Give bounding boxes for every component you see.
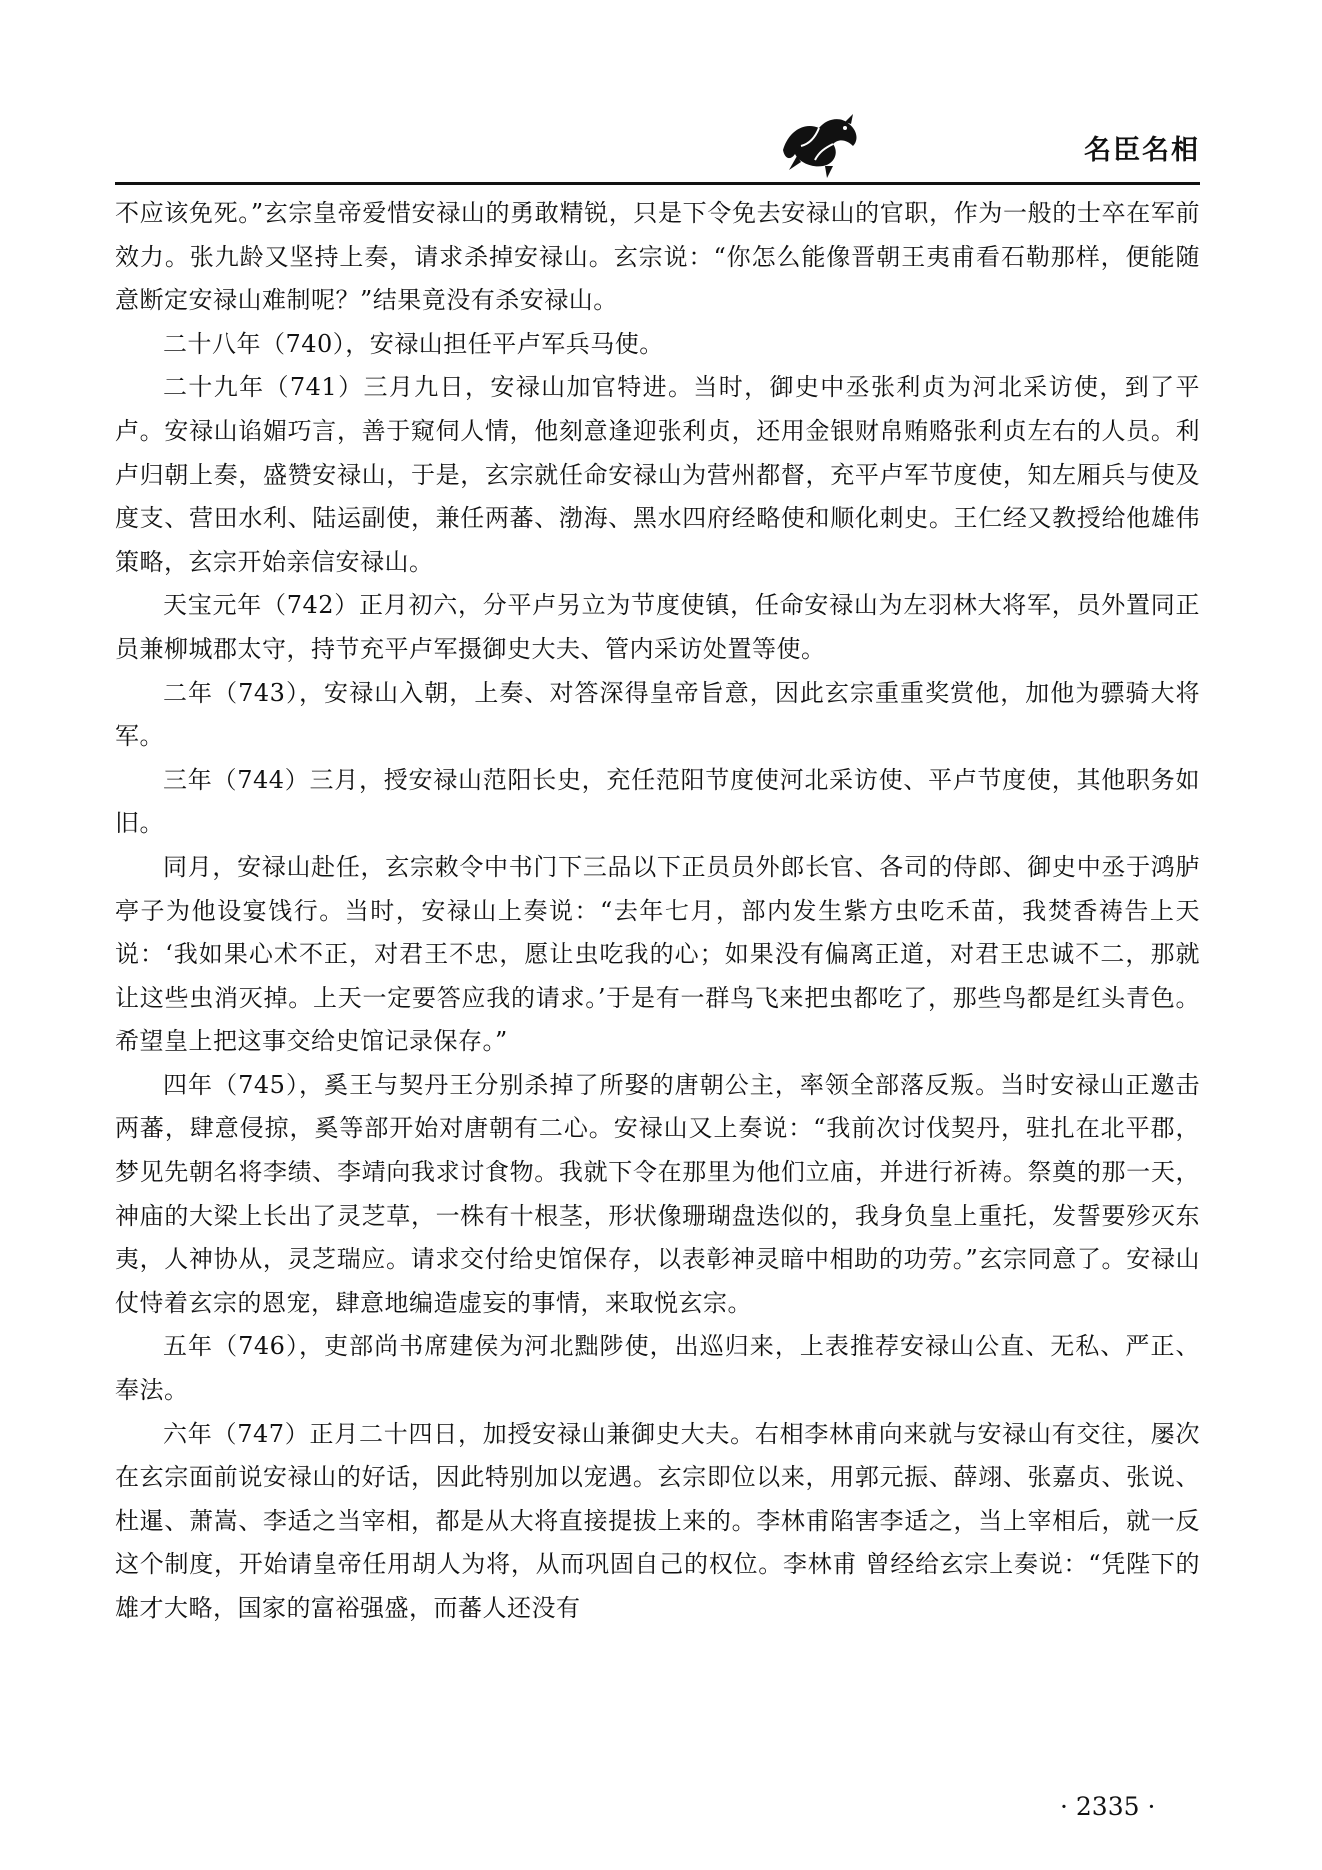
paragraph: 同月，安禄山赴任，玄宗敕令中书门下三品以下正员员外郎长官、各司的侍郎、御史中丞于鸿胪亭子为他设宴饯行。当时，安禄山上奏说：“去年七月，部内发生紫方虫吃禾苗，我焚香祷告上天说：‘我如果心术不正，对君王不忠，愿让虫吃我的心；如果没有偏离正道，对君王忠诚不二，那就让这些虫消灭掉。上天一定要答应我的请求。’于是有一群鸟飞来把虫都吃了，那些鸟都是红头青色。希望皇上把这事交给史馆记录保存。” — [115, 852, 1200, 1056]
body-text — [115, 192, 1200, 1631]
section-title: 名臣名相 — [1084, 135, 1200, 166]
page-number: · 2335 · — [1060, 1792, 1156, 1821]
dragon-emblem-icon — [775, 110, 863, 180]
page-header — [115, 100, 1200, 190]
paragraph: 三年（744）三月，授安禄山范阳长史，充任范阳节度使河北采访使、平卢节度使，其他职务如旧。 — [115, 765, 1200, 838]
paragraph: 五年（746），吏部尚书席建侯为河北黜陟使，出巡归来，上表推荐安禄山公直、无私、严正、奉法。 — [115, 1332, 1200, 1405]
paragraph: 二十八年（740），安禄山担任平卢军兵马使。 — [163, 329, 664, 358]
paragraph: 天宝元年（742）正月初六，分平卢另立为节度使镇，任命安禄山为左羽林大将军，员外置同正员兼柳城郡太守，持节充平卢军摄御史大夫、管内采访处置等使。 — [115, 591, 1200, 663]
paragraph: 二年（743），安禄山入朝，上奏、对答深得皇帝旨意，因此玄宗重重奖赏他，加他为骠骑大将军。 — [115, 678, 1200, 751]
paragraph: 六年（747）正月二十四日，加授安禄山兼御史大夫。右相李林甫向来就与安禄山有交往，屡次在玄宗面前说安禄山的好话，因此特别加以宠遇。玄宗即位以来，用郭元振、薛翊、张嘉贞、张说、杜暹、萧嵩、李适之当宰相，都是从大将直接提拔上来的。李林甫陷害李适之，当上宰相后，就一反这个制度，开始请皇帝任用胡人为将，从而巩固自己的权位。李林甫 曾经给玄宗上奏说：“凭陛下的雄才大略，国家的富裕强盛，而蕃人还没有 — [115, 1419, 1200, 1622]
paragraph: 二十九年（741）三月九日，安禄山加官特进。当时，御史中丞张利贞为河北采访使，到了平卢。安禄山谄媚巧言，善于窥伺人情，他刻意逢迎张利贞，还用金银财帛贿赂张利贞左右的人员。利卢归朝上奏，盛赞安禄山，于是，玄宗就任命安禄山为营州都督，充平卢军节度使，知左厢兵与使及度支、营田水利、陆运副使，兼任两蕃、渤海、黑水四府经略使和顺化刺史。王仁经又教授给他雄伟策略，玄宗开始亲信安禄山。 — [115, 373, 1200, 576]
header-rule — [115, 182, 1200, 185]
paragraph: 不应该免死。”玄宗皇帝爱惜安禄山的勇敢精锐，只是下令免去安禄山的官职，作为一般的士卒在军前效力。张九龄又坚持上奏，请求杀掉安禄山。玄宗说：“你怎么能像晋朝王夷甫看石勒那样，便能随意断定安禄山难制呢？”结果竟没有杀安禄山。 — [115, 199, 1200, 315]
paragraph: 四年（745），奚王与契丹王分别杀掉了所娶的唐朝公主，率领全部落反叛。当时安禄山正邀击两蕃，肆意侵掠，奚等部开始对唐朝有二心。安禄山又上奏说：“我前次讨伐契丹，驻扎在北平郡，梦见先朝名将李绩、李靖向我求讨食物。我就下令在那里为他们立庙，并进行祈祷。祭奠的那一天，神庙的大梁上长出了灵芝草，一株有十根茎，形状像珊瑚盘迭似的，我身负皇上重托，发誓要殄灭东夷，人神协从，灵芝瑞应。请求交付给史馆保存，以表彰神灵暗中相助的功劳。”玄宗同意了。安禄山仗恃着玄宗的恩宠，肆意地编造虚妄的事情，来取悦玄宗。 — [115, 1070, 1200, 1317]
